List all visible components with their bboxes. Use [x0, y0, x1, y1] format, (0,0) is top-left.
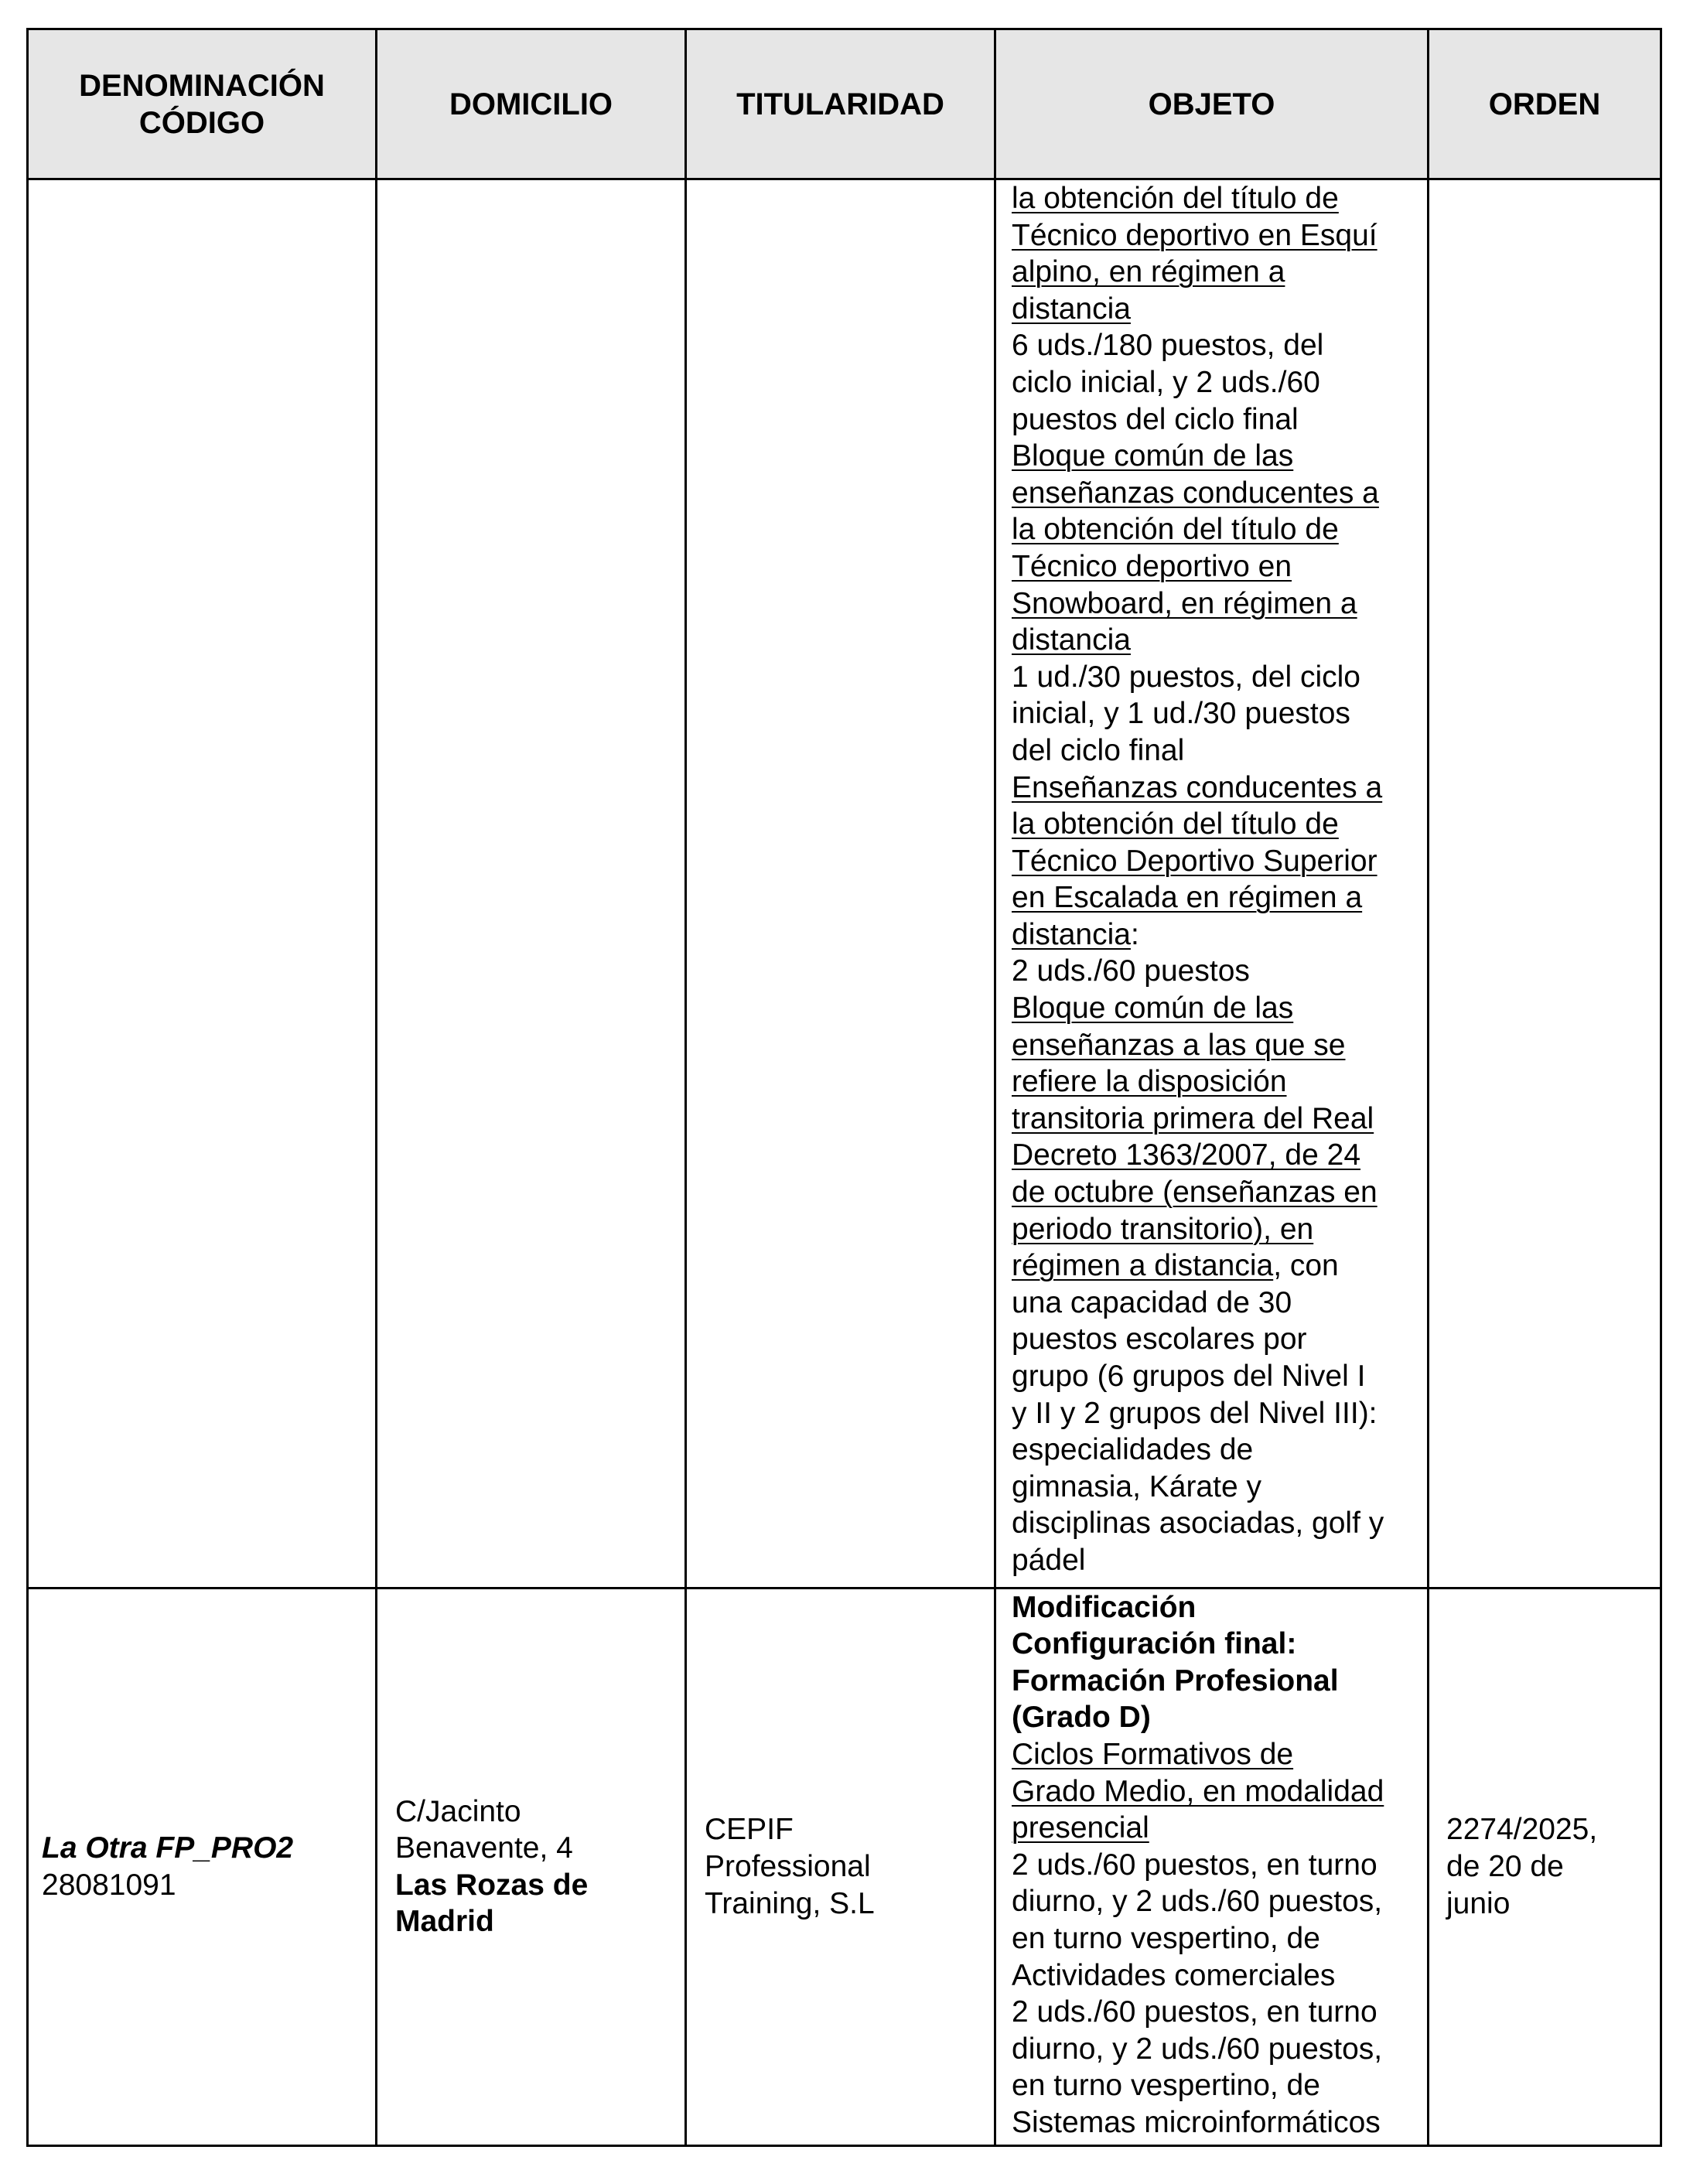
- objeto-line: [1012, 953, 1413, 990]
- objeto-line: [1012, 2104, 1413, 2141]
- objeto-line-text: Decreto 1363/2007, de 24: [1012, 1138, 1361, 1172]
- objeto-line: [1012, 1773, 1413, 1810]
- resolution-table: [26, 28, 1662, 2147]
- objeto-line-text: Bloque común de las: [1012, 991, 1294, 1025]
- objeto-line: [1012, 327, 1413, 364]
- objeto-line: [1012, 585, 1413, 623]
- header-codigo-label: CÓDIGO: [138, 105, 265, 140]
- objeto-line-text: 2 uds./60 puestos: [1012, 954, 1250, 988]
- objeto-line-text: Ciclos Formativos de: [1012, 1738, 1294, 1772]
- objeto-line: [1012, 1432, 1413, 1469]
- cell-denominacion-empty: [28, 179, 377, 1589]
- objeto-line-text: en turno vespertino, de: [1012, 2069, 1320, 2103]
- cell-objeto: [995, 1588, 1429, 2145]
- objeto-line: [1012, 548, 1413, 585]
- orden-date: de 20 de: [1446, 1850, 1564, 1884]
- objeto-line-text: grupo (6 grupos del Nivel I: [1012, 1360, 1366, 1393]
- header-denominacion-label: DENOMINACIÓN: [79, 68, 325, 103]
- objeto-line: [1012, 1174, 1413, 1211]
- objeto-line-text: Bloque común de las: [1012, 439, 1294, 473]
- objeto-line: [1012, 1957, 1413, 1995]
- orden-month: junio: [1446, 1886, 1511, 1920]
- objeto-line: [1012, 1626, 1413, 1663]
- cell-orden-empty: [1429, 179, 1661, 1589]
- objeto-line-text: presencial: [1012, 1811, 1149, 1845]
- objeto-line: [1012, 180, 1413, 217]
- objeto-line: [1012, 1810, 1413, 1847]
- objeto-line: [1012, 291, 1413, 328]
- objeto-line: [1012, 1395, 1413, 1432]
- objeto-line-text: en turno vespertino, de: [1012, 1922, 1320, 1956]
- objeto-line: [1012, 695, 1413, 732]
- objeto-line: [1012, 1663, 1413, 1700]
- header-titularidad: TITULARIDAD: [686, 29, 995, 179]
- objeto-line: [1012, 1211, 1413, 1248]
- objeto-line-text: Técnico Deportivo Superior: [1012, 844, 1377, 878]
- objeto-line: [1012, 1247, 1413, 1285]
- objeto-text: [996, 180, 1427, 1579]
- objeto-line-text: 6 uds./180 puestos, del: [1012, 329, 1324, 363]
- objeto-line-text: la obtención del título de: [1012, 513, 1339, 547]
- objeto-line: [1012, 1505, 1413, 1542]
- centro-denominacion: La Otra FP_PRO2: [42, 1831, 294, 1865]
- objeto-line-suffix: , con: [1273, 1249, 1339, 1283]
- objeto-line-text: Snowboard, en régimen a: [1012, 586, 1357, 620]
- objeto-line: [1012, 1883, 1413, 1920]
- objeto-line-text: Configuración final:: [1012, 1627, 1297, 1661]
- objeto-line: [1012, 732, 1413, 770]
- objeto-line: [1012, 1589, 1413, 1626]
- objeto-line: [1012, 1736, 1413, 1773]
- objeto-line: [1012, 511, 1413, 548]
- objeto-line: [1012, 770, 1413, 807]
- objeto-line-text: la obtención del título de: [1012, 182, 1339, 215]
- header-objeto: OBJETO: [995, 29, 1429, 179]
- objeto-line-text: 2 uds./60 puestos, en turno: [1012, 1995, 1377, 2029]
- objeto-line: [1012, 1847, 1413, 1884]
- objeto-line-text: Modificación: [1012, 1590, 1197, 1624]
- objeto-line: [1012, 990, 1413, 1027]
- objeto-line: [1012, 1542, 1413, 1579]
- objeto-line-text: Grado Medio, en modalidad: [1012, 1774, 1384, 1808]
- objeto-line-text: distancia: [1012, 292, 1131, 326]
- objeto-line-text: Formación Profesional: [1012, 1664, 1339, 1698]
- objeto-line-text: Enseñanzas conducentes a: [1012, 770, 1383, 804]
- objeto-line-text: especialidades de: [1012, 1433, 1254, 1467]
- domicilio-street: C/Jacinto: [395, 1794, 521, 1828]
- objeto-line-text: ciclo inicial, y 2 uds./60: [1012, 365, 1320, 399]
- objeto-line-text: 2 uds./60 puestos, en turno: [1012, 1848, 1377, 1882]
- header-orden: ORDEN: [1429, 29, 1661, 179]
- objeto-line: [1012, 1137, 1413, 1174]
- table-row: [28, 1588, 1661, 2145]
- objeto-line-text: (Grado D): [1012, 1701, 1151, 1735]
- objeto-line-text: una capacidad de 30: [1012, 1285, 1292, 1319]
- objeto-line: [1012, 438, 1413, 475]
- objeto-line-text: régimen a distancia: [1012, 1249, 1274, 1283]
- objeto-line: [1012, 475, 1413, 512]
- objeto-line-text: distancia: [1012, 623, 1131, 657]
- objeto-line: [1012, 879, 1413, 916]
- objeto-line-text: transitoria primera del Real: [1012, 1101, 1374, 1135]
- objeto-line-text: del ciclo final: [1012, 733, 1185, 767]
- domicilio-city-cont: Madrid: [395, 1905, 494, 1939]
- objeto-line: [1012, 622, 1413, 659]
- objeto-line: [1012, 401, 1413, 439]
- objeto-line-text: refiere la disposición: [1012, 1065, 1287, 1099]
- cell-domicilio: [377, 1588, 686, 2145]
- objeto-line: [1012, 659, 1413, 696]
- objeto-line: [1012, 217, 1413, 254]
- cell-orden: [1429, 1588, 1661, 2145]
- objeto-line: [1012, 1994, 1413, 2031]
- cell-titularidad: [686, 1588, 995, 2145]
- objeto-line: [1012, 1285, 1413, 1322]
- objeto-line-text: la obtención del título de: [1012, 807, 1339, 841]
- objeto-line-text: diurno, y 2 uds./60 puestos,: [1012, 1885, 1383, 1919]
- objeto-line: [1012, 1321, 1413, 1358]
- objeto-line: [1012, 1101, 1413, 1138]
- objeto-line-text: Técnico deportivo en Esquí: [1012, 218, 1377, 252]
- domicilio-street-number: Benavente, 4: [395, 1831, 573, 1865]
- cell-objeto: [995, 179, 1429, 1589]
- objeto-line: [1012, 2067, 1413, 2104]
- objeto-line-text: disciplinas asociadas, golf y: [1012, 1507, 1384, 1541]
- centro-codigo: 28081091: [42, 1868, 176, 1902]
- objeto-line-text: Sistemas microinformáticos: [1012, 2106, 1381, 2140]
- objeto-line: [1012, 843, 1413, 880]
- objeto-line-text: Técnico deportivo en: [1012, 549, 1292, 583]
- objeto-line: [1012, 364, 1413, 401]
- objeto-line-text: diurno, y 2 uds./60 puestos,: [1012, 2032, 1383, 2066]
- objeto-line: [1012, 1358, 1413, 1395]
- cell-domicilio-empty: [377, 179, 686, 1589]
- titularidad-l2: Professional: [705, 1850, 871, 1884]
- objeto-line-text: de octubre (enseñanzas en: [1012, 1176, 1377, 1210]
- objeto-line: [1012, 254, 1413, 291]
- objeto-text: [996, 1589, 1427, 2141]
- objeto-line: [1012, 1920, 1413, 1957]
- objeto-line: [1012, 1469, 1413, 1506]
- objeto-line: [1012, 2031, 1413, 2068]
- objeto-line: [1012, 1699, 1413, 1736]
- objeto-line-text: pádel: [1012, 1543, 1086, 1577]
- objeto-line: [1012, 916, 1413, 954]
- objeto-line-suffix: :: [1130, 917, 1139, 951]
- objeto-line-text: Actividades comerciales: [1012, 1958, 1336, 1992]
- objeto-line-text: y II y 2 grupos del Nivel III):: [1012, 1396, 1377, 1430]
- objeto-line: [1012, 1063, 1413, 1101]
- objeto-line-text: enseñanzas a las que se: [1012, 1028, 1346, 1062]
- cell-titularidad-empty: [686, 179, 995, 1589]
- titularidad-l1: CEPIF: [705, 1813, 794, 1847]
- orden-number: 2274/2025,: [1446, 1813, 1598, 1847]
- objeto-line-text: enseñanzas conducentes a: [1012, 476, 1379, 510]
- objeto-line-text: puestos escolares por: [1012, 1322, 1307, 1356]
- objeto-line-text: 1 ud./30 puestos, del ciclo: [1012, 660, 1360, 694]
- header-row: [28, 29, 1661, 179]
- objeto-line-text: inicial, y 1 ud./30 puestos: [1012, 697, 1350, 731]
- cell-denominacion: [28, 1588, 377, 2145]
- objeto-line-text: distancia: [1012, 917, 1131, 951]
- objeto-line-text: periodo transitorio), en: [1012, 1212, 1314, 1246]
- objeto-line-text: alpino, en régimen a: [1012, 255, 1285, 289]
- objeto-line-text: gimnasia, Kárate y: [1012, 1469, 1261, 1503]
- objeto-line-text: en Escalada en régimen a: [1012, 881, 1363, 915]
- objeto-line: [1012, 806, 1413, 843]
- header-domicilio: DOMICILIO: [377, 29, 686, 179]
- table-row: [28, 179, 1661, 1589]
- titularidad-l3: Training, S.L: [705, 1886, 875, 1920]
- objeto-line-text: puestos del ciclo final: [1012, 402, 1299, 436]
- header-denominacion: [28, 29, 377, 179]
- domicilio-city: Las Rozas de: [395, 1868, 589, 1902]
- objeto-line: [1012, 1027, 1413, 1064]
